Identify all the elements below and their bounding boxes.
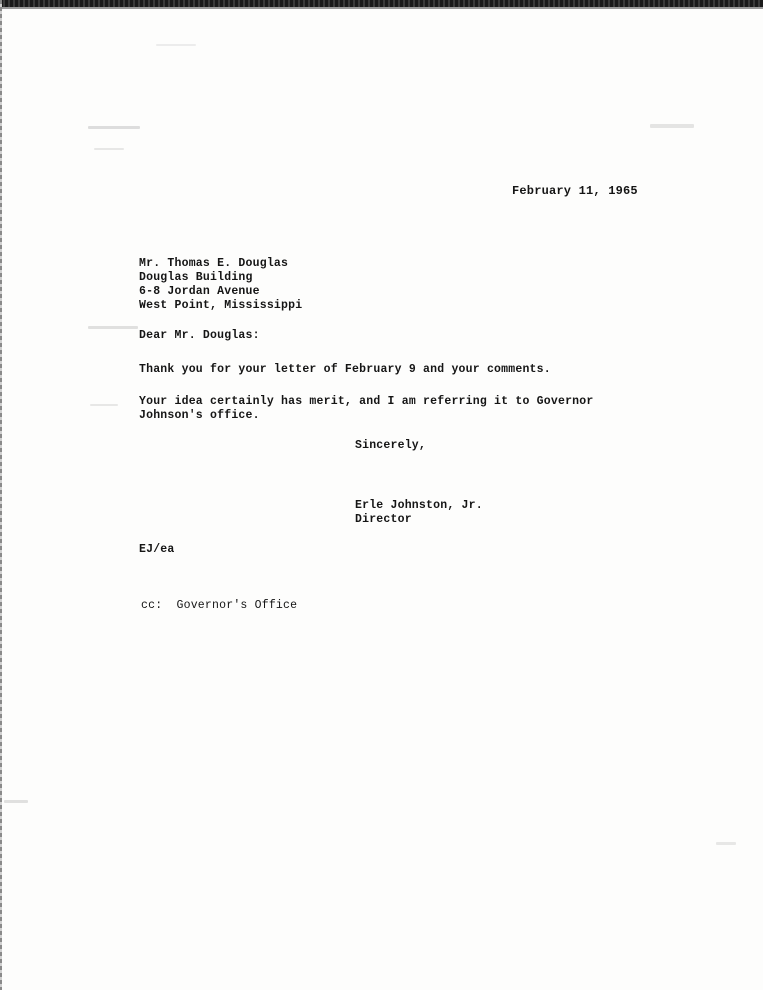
scan-speck xyxy=(716,842,736,845)
scan-top-edge-shadow xyxy=(0,7,763,9)
salutation: Dear Mr. Douglas: xyxy=(139,329,260,342)
scan-top-edge xyxy=(0,0,763,7)
closing: Sincerely, xyxy=(355,439,427,452)
scan-speck xyxy=(88,326,138,329)
typist-initials: EJ/ea xyxy=(139,543,175,556)
cc-line: cc: Governor's Office xyxy=(141,599,298,612)
recipient-address-line: Douglas Building xyxy=(139,271,253,284)
letter-date: February 11, 1965 xyxy=(512,184,638,198)
scan-speck xyxy=(156,44,196,46)
scan-left-edge xyxy=(0,0,2,990)
scan-speck xyxy=(90,404,118,406)
body-paragraph: Your idea certainly has merit, and I am referring it to Governor xyxy=(139,395,594,408)
body-paragraph: Johnson's office. xyxy=(139,409,260,422)
scan-speck xyxy=(94,148,124,150)
signature-name: Erle Johnston, Jr. xyxy=(355,499,483,512)
recipient-address-line: West Point, Mississippi xyxy=(139,299,303,312)
body-paragraph: Thank you for your letter of February 9 and your comments. xyxy=(139,363,551,376)
recipient-address-line: 6-8 Jordan Avenue xyxy=(139,285,260,298)
scan-speck xyxy=(4,800,28,803)
signature-title: Director xyxy=(355,513,412,526)
scan-speck xyxy=(650,124,694,128)
recipient-name: Mr. Thomas E. Douglas xyxy=(139,257,289,270)
scan-speck xyxy=(88,126,140,129)
